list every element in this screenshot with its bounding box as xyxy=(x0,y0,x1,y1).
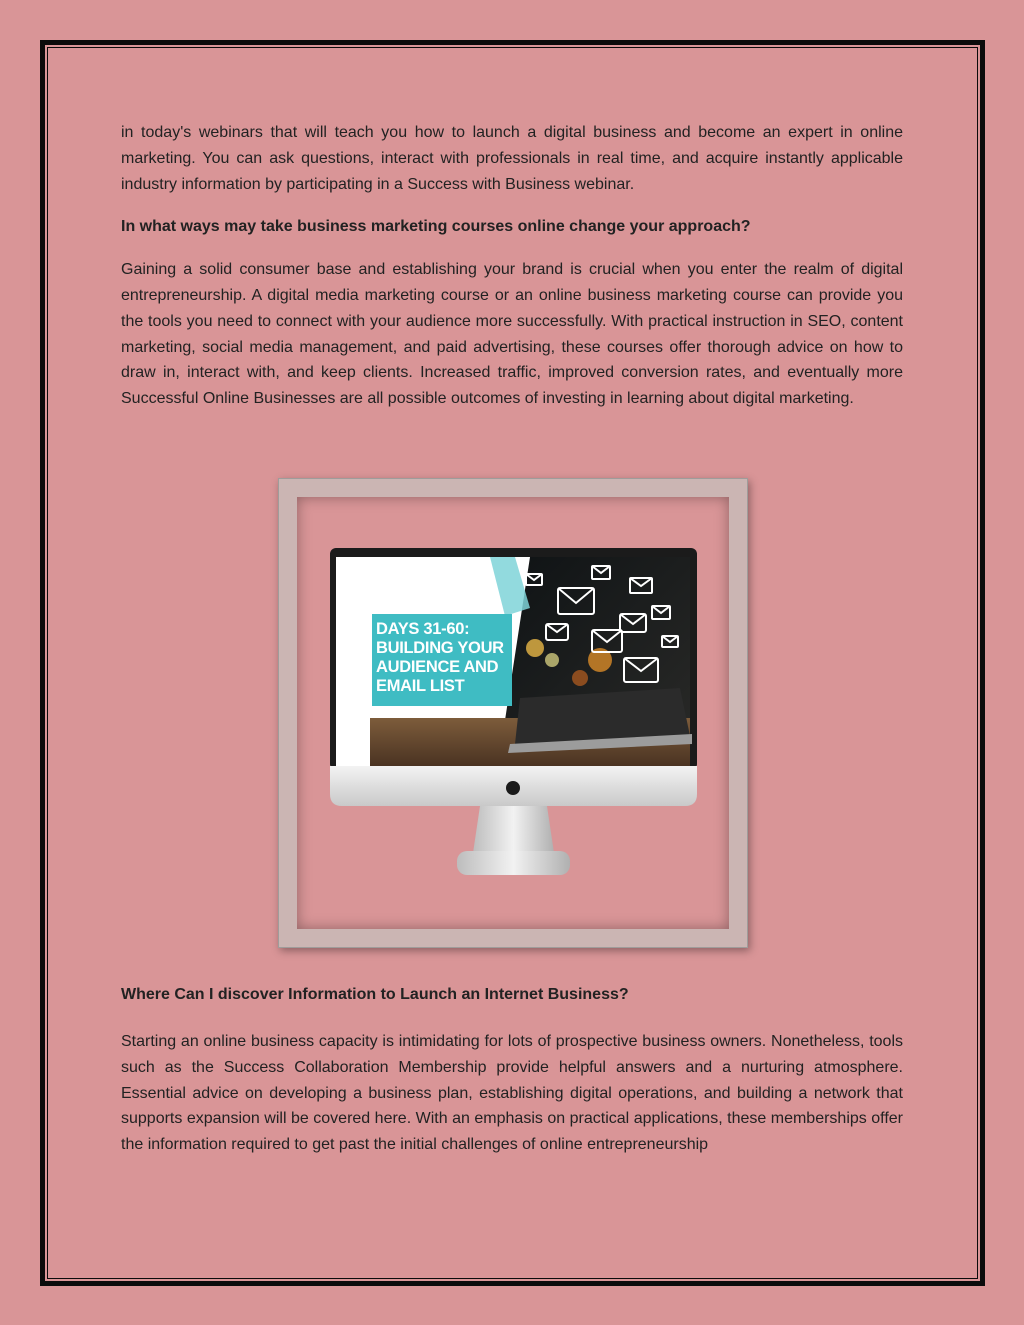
monitor-stand xyxy=(473,806,554,853)
document-body-top xyxy=(121,120,903,412)
image-callout-title xyxy=(372,614,512,706)
callout-line: DAYS 31-60: xyxy=(376,620,470,638)
section-heading-marketing-courses: In what ways may take business marketing courses online change your approach? xyxy=(121,218,751,236)
marketing-courses-paragraph: Gaining a solid consumer base and establishing your brand is crucial when you enter the realm of digital entrepreneurship. A digital media marketing course or an online business marketing course can provide you the tools you need to connect with your audience more successfully. With practical instruction in SEO, content marketing, social media management, and paid advertising, these courses offer thorough advice on how to draw in, interact with, and keep clients. Increased traffic, improved conversion rates, and eventually more Successful Online Businesses are all possible outcomes of investing in learning about digital marketing. xyxy=(121,261,903,408)
monitor-camera-dot xyxy=(506,781,520,795)
bokeh-light xyxy=(526,639,544,657)
bokeh-light xyxy=(545,653,559,667)
intro-paragraph: in today's webinars that will teach you how to launch a digital business and become an expert in online marketing. You can ask questions, interact with professionals in real time, and acquire instantly applicable industry information by participating in a Success with Business webinar. xyxy=(121,124,903,193)
monitor-illustration xyxy=(330,548,697,878)
callout-line: BUILDING YOUR xyxy=(376,639,504,657)
document-body-bottom xyxy=(121,1029,903,1158)
monitor-foot xyxy=(457,851,570,875)
callout-line: AUDIENCE AND xyxy=(376,658,499,676)
internet-business-paragraph: Starting an online business capacity is intimidating for lots of prospective business owners. Nonetheless, tools such as the Success Collaboration Membership provide helpful answers and a nurturing atmosphere. Essential advice on developing a business plan, establishing digital operations, and building a network that supports expansion will be covered here. With an emphasis on practical applications, these memberships offer the information required to get past the initial challenges of online entrepreneurship xyxy=(121,1033,903,1154)
bokeh-light xyxy=(572,670,588,686)
section-heading-internet-business: Where Can I discover Information to Launch an Internet Business? xyxy=(121,986,629,1003)
callout-line: EMAIL LIST xyxy=(376,677,465,695)
